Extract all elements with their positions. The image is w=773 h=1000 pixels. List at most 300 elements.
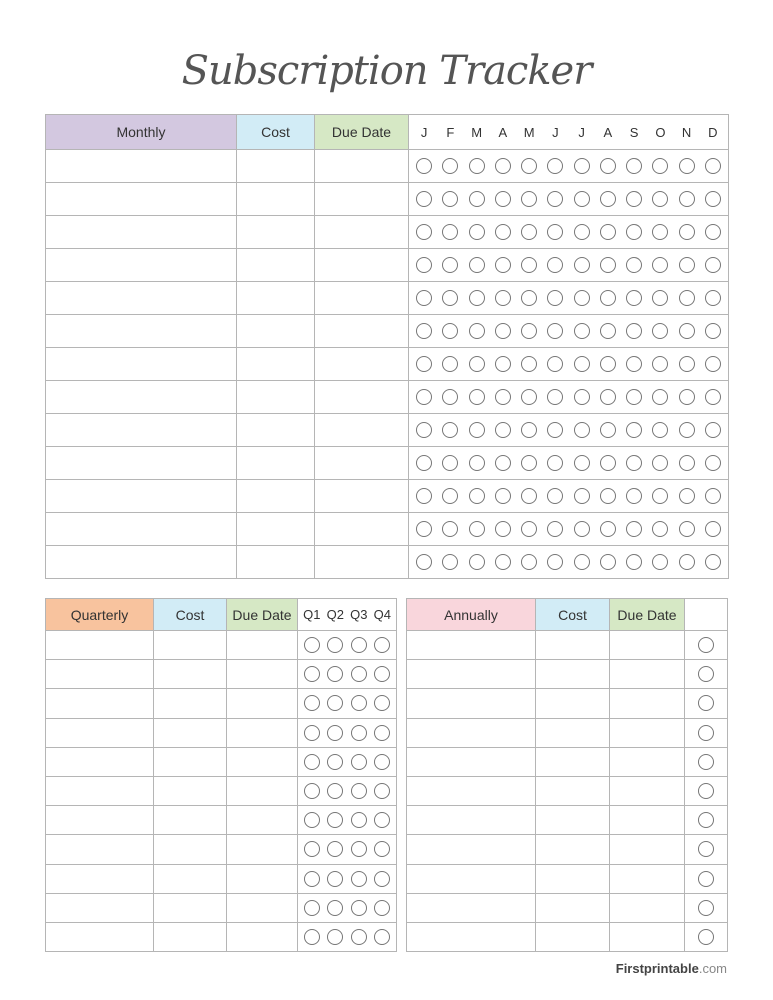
quarterly-paid-checkbox[interactable]: [374, 754, 390, 770]
annual-name-cell[interactable]: [407, 864, 536, 893]
annual-cost-cell[interactable]: [536, 747, 610, 776]
annual-cost-cell[interactable]: [536, 806, 610, 835]
monthly-paid-checkbox[interactable]: [521, 455, 537, 471]
monthly-paid-checkbox[interactable]: [705, 323, 721, 339]
monthly-paid-checkbox[interactable]: [705, 257, 721, 273]
quarterly-name-cell[interactable]: [46, 718, 154, 747]
monthly-paid-checkbox[interactable]: [495, 290, 511, 306]
monthly-name-cell[interactable]: [46, 480, 237, 513]
quarterly-paid-checkbox[interactable]: [351, 666, 367, 682]
monthly-due-date-cell[interactable]: [315, 282, 409, 315]
monthly-paid-checkbox[interactable]: [600, 224, 616, 240]
annual-cost-cell[interactable]: [536, 864, 610, 893]
monthly-paid-checkbox[interactable]: [416, 158, 432, 174]
quarterly-paid-checkbox[interactable]: [327, 695, 343, 711]
annual-paid-checkbox[interactable]: [698, 754, 714, 770]
quarterly-name-cell[interactable]: [46, 747, 154, 776]
monthly-paid-checkbox[interactable]: [416, 422, 432, 438]
monthly-paid-checkbox[interactable]: [626, 389, 642, 405]
quarterly-paid-checkbox[interactable]: [327, 841, 343, 857]
quarterly-due-date-cell[interactable]: [227, 660, 298, 689]
monthly-cost-cell[interactable]: [237, 249, 315, 282]
monthly-paid-checkbox[interactable]: [574, 389, 590, 405]
monthly-paid-checkbox[interactable]: [574, 191, 590, 207]
annual-paid-checkbox[interactable]: [698, 812, 714, 828]
monthly-paid-checkbox[interactable]: [416, 290, 432, 306]
quarterly-paid-checkbox[interactable]: [304, 695, 320, 711]
monthly-paid-checkbox[interactable]: [652, 323, 668, 339]
annual-name-cell[interactable]: [407, 806, 536, 835]
annual-paid-checkbox[interactable]: [698, 900, 714, 916]
monthly-paid-checkbox[interactable]: [416, 488, 432, 504]
monthly-name-cell[interactable]: [46, 513, 237, 546]
monthly-paid-checkbox[interactable]: [469, 389, 485, 405]
quarterly-paid-checkbox[interactable]: [374, 783, 390, 799]
monthly-paid-checkbox[interactable]: [547, 224, 563, 240]
quarterly-cost-cell[interactable]: [154, 835, 227, 864]
monthly-paid-checkbox[interactable]: [469, 191, 485, 207]
monthly-paid-checkbox[interactable]: [626, 290, 642, 306]
quarterly-paid-checkbox[interactable]: [374, 871, 390, 887]
monthly-paid-checkbox[interactable]: [705, 521, 721, 537]
monthly-paid-checkbox[interactable]: [626, 455, 642, 471]
annual-cost-cell[interactable]: [536, 718, 610, 747]
monthly-paid-checkbox[interactable]: [600, 290, 616, 306]
monthly-paid-checkbox[interactable]: [442, 356, 458, 372]
monthly-paid-checkbox[interactable]: [626, 554, 642, 570]
annual-due-date-cell[interactable]: [610, 922, 685, 951]
monthly-paid-checkbox[interactable]: [547, 158, 563, 174]
monthly-paid-checkbox[interactable]: [652, 356, 668, 372]
monthly-paid-checkbox[interactable]: [705, 224, 721, 240]
annual-due-date-cell[interactable]: [610, 660, 685, 689]
annual-cost-cell[interactable]: [536, 631, 610, 660]
monthly-paid-checkbox[interactable]: [574, 455, 590, 471]
annual-paid-checkbox[interactable]: [698, 637, 714, 653]
monthly-due-date-cell[interactable]: [315, 414, 409, 447]
monthly-paid-checkbox[interactable]: [600, 521, 616, 537]
monthly-name-cell[interactable]: [46, 546, 237, 579]
monthly-paid-checkbox[interactable]: [626, 356, 642, 372]
annual-name-cell[interactable]: [407, 631, 536, 660]
monthly-paid-checkbox[interactable]: [626, 323, 642, 339]
annual-name-cell[interactable]: [407, 689, 536, 718]
monthly-paid-checkbox[interactable]: [679, 323, 695, 339]
monthly-paid-checkbox[interactable]: [626, 158, 642, 174]
monthly-paid-checkbox[interactable]: [705, 158, 721, 174]
monthly-paid-checkbox[interactable]: [652, 224, 668, 240]
monthly-paid-checkbox[interactable]: [442, 191, 458, 207]
quarterly-name-cell[interactable]: [46, 893, 154, 922]
monthly-paid-checkbox[interactable]: [679, 488, 695, 504]
monthly-paid-checkbox[interactable]: [705, 191, 721, 207]
quarterly-paid-checkbox[interactable]: [374, 812, 390, 828]
annual-due-date-cell[interactable]: [610, 689, 685, 718]
annual-due-date-cell[interactable]: [610, 747, 685, 776]
monthly-paid-checkbox[interactable]: [652, 191, 668, 207]
quarterly-paid-checkbox[interactable]: [327, 637, 343, 653]
monthly-paid-checkbox[interactable]: [442, 455, 458, 471]
monthly-paid-checkbox[interactable]: [442, 290, 458, 306]
quarterly-paid-checkbox[interactable]: [374, 929, 390, 945]
monthly-paid-checkbox[interactable]: [469, 257, 485, 273]
monthly-paid-checkbox[interactable]: [495, 389, 511, 405]
quarterly-name-cell[interactable]: [46, 776, 154, 805]
annual-cost-cell[interactable]: [536, 922, 610, 951]
monthly-paid-checkbox[interactable]: [495, 455, 511, 471]
monthly-paid-checkbox[interactable]: [495, 224, 511, 240]
monthly-paid-checkbox[interactable]: [442, 521, 458, 537]
quarterly-cost-cell[interactable]: [154, 631, 227, 660]
monthly-cost-cell[interactable]: [237, 480, 315, 513]
quarterly-due-date-cell[interactable]: [227, 631, 298, 660]
annual-name-cell[interactable]: [407, 776, 536, 805]
annual-name-cell[interactable]: [407, 893, 536, 922]
monthly-name-cell[interactable]: [46, 348, 237, 381]
monthly-paid-checkbox[interactable]: [495, 257, 511, 273]
quarterly-paid-checkbox[interactable]: [327, 929, 343, 945]
monthly-paid-checkbox[interactable]: [495, 158, 511, 174]
annual-due-date-cell[interactable]: [610, 806, 685, 835]
monthly-due-date-cell[interactable]: [315, 513, 409, 546]
monthly-paid-checkbox[interactable]: [521, 422, 537, 438]
monthly-paid-checkbox[interactable]: [442, 488, 458, 504]
annual-cost-cell[interactable]: [536, 776, 610, 805]
monthly-due-date-cell[interactable]: [315, 150, 409, 183]
monthly-paid-checkbox[interactable]: [705, 455, 721, 471]
quarterly-paid-checkbox[interactable]: [327, 725, 343, 741]
monthly-paid-checkbox[interactable]: [574, 290, 590, 306]
quarterly-paid-checkbox[interactable]: [327, 754, 343, 770]
monthly-name-cell[interactable]: [46, 381, 237, 414]
monthly-paid-checkbox[interactable]: [416, 191, 432, 207]
monthly-paid-checkbox[interactable]: [574, 554, 590, 570]
monthly-paid-checkbox[interactable]: [469, 158, 485, 174]
monthly-paid-checkbox[interactable]: [679, 257, 695, 273]
quarterly-paid-checkbox[interactable]: [351, 900, 367, 916]
quarterly-cost-cell[interactable]: [154, 660, 227, 689]
quarterly-cost-cell[interactable]: [154, 806, 227, 835]
monthly-paid-checkbox[interactable]: [547, 356, 563, 372]
quarterly-name-cell[interactable]: [46, 835, 154, 864]
quarterly-due-date-cell[interactable]: [227, 806, 298, 835]
monthly-paid-checkbox[interactable]: [626, 224, 642, 240]
monthly-paid-checkbox[interactable]: [547, 554, 563, 570]
monthly-paid-checkbox[interactable]: [547, 521, 563, 537]
quarterly-paid-checkbox[interactable]: [351, 695, 367, 711]
quarterly-name-cell[interactable]: [46, 806, 154, 835]
annual-name-cell[interactable]: [407, 922, 536, 951]
monthly-due-date-cell[interactable]: [315, 348, 409, 381]
monthly-paid-checkbox[interactable]: [574, 488, 590, 504]
monthly-paid-checkbox[interactable]: [679, 356, 695, 372]
monthly-paid-checkbox[interactable]: [626, 521, 642, 537]
annual-cost-cell[interactable]: [536, 660, 610, 689]
monthly-paid-checkbox[interactable]: [600, 389, 616, 405]
monthly-paid-checkbox[interactable]: [547, 422, 563, 438]
quarterly-due-date-cell[interactable]: [227, 776, 298, 805]
quarterly-name-cell[interactable]: [46, 660, 154, 689]
monthly-cost-cell[interactable]: [237, 348, 315, 381]
annual-name-cell[interactable]: [407, 718, 536, 747]
quarterly-cost-cell[interactable]: [154, 689, 227, 718]
monthly-paid-checkbox[interactable]: [574, 224, 590, 240]
monthly-paid-checkbox[interactable]: [495, 356, 511, 372]
monthly-paid-checkbox[interactable]: [574, 422, 590, 438]
quarterly-cost-cell[interactable]: [154, 747, 227, 776]
quarterly-paid-checkbox[interactable]: [304, 841, 320, 857]
monthly-paid-checkbox[interactable]: [574, 323, 590, 339]
quarterly-paid-checkbox[interactable]: [374, 695, 390, 711]
quarterly-paid-checkbox[interactable]: [327, 783, 343, 799]
monthly-paid-checkbox[interactable]: [679, 158, 695, 174]
quarterly-cost-cell[interactable]: [154, 922, 227, 951]
quarterly-name-cell[interactable]: [46, 864, 154, 893]
quarterly-name-cell[interactable]: [46, 922, 154, 951]
monthly-due-date-cell[interactable]: [315, 315, 409, 348]
monthly-due-date-cell[interactable]: [315, 381, 409, 414]
monthly-paid-checkbox[interactable]: [416, 224, 432, 240]
annual-name-cell[interactable]: [407, 660, 536, 689]
quarterly-due-date-cell[interactable]: [227, 893, 298, 922]
monthly-paid-checkbox[interactable]: [442, 323, 458, 339]
monthly-paid-checkbox[interactable]: [416, 356, 432, 372]
monthly-paid-checkbox[interactable]: [626, 191, 642, 207]
quarterly-paid-checkbox[interactable]: [351, 783, 367, 799]
monthly-paid-checkbox[interactable]: [600, 356, 616, 372]
monthly-name-cell[interactable]: [46, 414, 237, 447]
monthly-due-date-cell[interactable]: [315, 249, 409, 282]
monthly-paid-checkbox[interactable]: [521, 521, 537, 537]
monthly-paid-checkbox[interactable]: [521, 290, 537, 306]
monthly-paid-checkbox[interactable]: [652, 554, 668, 570]
monthly-paid-checkbox[interactable]: [652, 422, 668, 438]
quarterly-paid-checkbox[interactable]: [304, 725, 320, 741]
quarterly-paid-checkbox[interactable]: [374, 637, 390, 653]
quarterly-paid-checkbox[interactable]: [374, 725, 390, 741]
quarterly-due-date-cell[interactable]: [227, 747, 298, 776]
monthly-paid-checkbox[interactable]: [495, 521, 511, 537]
monthly-cost-cell[interactable]: [237, 513, 315, 546]
monthly-paid-checkbox[interactable]: [442, 257, 458, 273]
annual-paid-checkbox[interactable]: [698, 929, 714, 945]
monthly-paid-checkbox[interactable]: [416, 455, 432, 471]
monthly-paid-checkbox[interactable]: [705, 389, 721, 405]
monthly-paid-checkbox[interactable]: [521, 488, 537, 504]
monthly-paid-checkbox[interactable]: [547, 389, 563, 405]
quarterly-cost-cell[interactable]: [154, 893, 227, 922]
monthly-paid-checkbox[interactable]: [679, 422, 695, 438]
monthly-paid-checkbox[interactable]: [469, 554, 485, 570]
quarterly-paid-checkbox[interactable]: [374, 900, 390, 916]
monthly-paid-checkbox[interactable]: [442, 389, 458, 405]
monthly-name-cell[interactable]: [46, 315, 237, 348]
quarterly-paid-checkbox[interactable]: [304, 783, 320, 799]
monthly-paid-checkbox[interactable]: [679, 191, 695, 207]
annual-paid-checkbox[interactable]: [698, 783, 714, 799]
monthly-name-cell[interactable]: [46, 447, 237, 480]
quarterly-name-cell[interactable]: [46, 689, 154, 718]
monthly-paid-checkbox[interactable]: [679, 389, 695, 405]
monthly-paid-checkbox[interactable]: [442, 422, 458, 438]
quarterly-due-date-cell[interactable]: [227, 689, 298, 718]
monthly-paid-checkbox[interactable]: [469, 323, 485, 339]
quarterly-paid-checkbox[interactable]: [351, 871, 367, 887]
monthly-paid-checkbox[interactable]: [679, 554, 695, 570]
monthly-paid-checkbox[interactable]: [469, 488, 485, 504]
monthly-paid-checkbox[interactable]: [469, 290, 485, 306]
quarterly-due-date-cell[interactable]: [227, 835, 298, 864]
monthly-paid-checkbox[interactable]: [600, 191, 616, 207]
annual-due-date-cell[interactable]: [610, 893, 685, 922]
monthly-paid-checkbox[interactable]: [547, 455, 563, 471]
quarterly-paid-checkbox[interactable]: [351, 841, 367, 857]
monthly-paid-checkbox[interactable]: [442, 158, 458, 174]
quarterly-paid-checkbox[interactable]: [351, 812, 367, 828]
annual-due-date-cell[interactable]: [610, 835, 685, 864]
monthly-paid-checkbox[interactable]: [679, 521, 695, 537]
monthly-paid-checkbox[interactable]: [600, 257, 616, 273]
quarterly-paid-checkbox[interactable]: [304, 900, 320, 916]
monthly-paid-checkbox[interactable]: [521, 191, 537, 207]
monthly-paid-checkbox[interactable]: [652, 290, 668, 306]
monthly-paid-checkbox[interactable]: [626, 422, 642, 438]
monthly-paid-checkbox[interactable]: [521, 257, 537, 273]
quarterly-paid-checkbox[interactable]: [304, 637, 320, 653]
annual-due-date-cell[interactable]: [610, 864, 685, 893]
monthly-cost-cell[interactable]: [237, 315, 315, 348]
quarterly-name-cell[interactable]: [46, 631, 154, 660]
quarterly-paid-checkbox[interactable]: [374, 841, 390, 857]
annual-paid-checkbox[interactable]: [698, 841, 714, 857]
monthly-paid-checkbox[interactable]: [547, 488, 563, 504]
quarterly-paid-checkbox[interactable]: [327, 666, 343, 682]
monthly-due-date-cell[interactable]: [315, 216, 409, 249]
monthly-due-date-cell[interactable]: [315, 546, 409, 579]
annual-paid-checkbox[interactable]: [698, 695, 714, 711]
monthly-paid-checkbox[interactable]: [547, 290, 563, 306]
quarterly-cost-cell[interactable]: [154, 776, 227, 805]
monthly-cost-cell[interactable]: [237, 216, 315, 249]
quarterly-paid-checkbox[interactable]: [304, 666, 320, 682]
monthly-paid-checkbox[interactable]: [652, 257, 668, 273]
monthly-paid-checkbox[interactable]: [705, 422, 721, 438]
quarterly-paid-checkbox[interactable]: [351, 929, 367, 945]
monthly-paid-checkbox[interactable]: [416, 389, 432, 405]
monthly-paid-checkbox[interactable]: [600, 554, 616, 570]
monthly-paid-checkbox[interactable]: [600, 323, 616, 339]
monthly-paid-checkbox[interactable]: [416, 257, 432, 273]
monthly-paid-checkbox[interactable]: [652, 455, 668, 471]
monthly-paid-checkbox[interactable]: [705, 554, 721, 570]
quarterly-due-date-cell[interactable]: [227, 864, 298, 893]
quarterly-paid-checkbox[interactable]: [327, 900, 343, 916]
monthly-paid-checkbox[interactable]: [652, 488, 668, 504]
monthly-name-cell[interactable]: [46, 249, 237, 282]
quarterly-paid-checkbox[interactable]: [327, 812, 343, 828]
quarterly-paid-checkbox[interactable]: [327, 871, 343, 887]
monthly-due-date-cell[interactable]: [315, 183, 409, 216]
monthly-paid-checkbox[interactable]: [679, 290, 695, 306]
monthly-cost-cell[interactable]: [237, 447, 315, 480]
monthly-due-date-cell[interactable]: [315, 447, 409, 480]
quarterly-paid-checkbox[interactable]: [351, 754, 367, 770]
monthly-paid-checkbox[interactable]: [600, 422, 616, 438]
monthly-paid-checkbox[interactable]: [416, 554, 432, 570]
annual-cost-cell[interactable]: [536, 893, 610, 922]
monthly-paid-checkbox[interactable]: [521, 554, 537, 570]
quarterly-paid-checkbox[interactable]: [304, 754, 320, 770]
annual-cost-cell[interactable]: [536, 835, 610, 864]
monthly-paid-checkbox[interactable]: [626, 488, 642, 504]
monthly-paid-checkbox[interactable]: [469, 521, 485, 537]
monthly-cost-cell[interactable]: [237, 381, 315, 414]
annual-name-cell[interactable]: [407, 835, 536, 864]
monthly-name-cell[interactable]: [46, 183, 237, 216]
monthly-paid-checkbox[interactable]: [652, 158, 668, 174]
monthly-paid-checkbox[interactable]: [495, 422, 511, 438]
monthly-paid-checkbox[interactable]: [679, 224, 695, 240]
annual-due-date-cell[interactable]: [610, 718, 685, 747]
monthly-paid-checkbox[interactable]: [679, 455, 695, 471]
monthly-cost-cell[interactable]: [237, 414, 315, 447]
monthly-paid-checkbox[interactable]: [495, 323, 511, 339]
monthly-paid-checkbox[interactable]: [495, 191, 511, 207]
monthly-paid-checkbox[interactable]: [495, 554, 511, 570]
annual-due-date-cell[interactable]: [610, 631, 685, 660]
monthly-paid-checkbox[interactable]: [469, 224, 485, 240]
monthly-paid-checkbox[interactable]: [442, 554, 458, 570]
monthly-paid-checkbox[interactable]: [652, 389, 668, 405]
monthly-paid-checkbox[interactable]: [521, 323, 537, 339]
monthly-paid-checkbox[interactable]: [416, 521, 432, 537]
quarterly-due-date-cell[interactable]: [227, 718, 298, 747]
monthly-paid-checkbox[interactable]: [705, 290, 721, 306]
monthly-paid-checkbox[interactable]: [574, 356, 590, 372]
monthly-paid-checkbox[interactable]: [600, 455, 616, 471]
annual-paid-checkbox[interactable]: [698, 871, 714, 887]
monthly-paid-checkbox[interactable]: [469, 455, 485, 471]
annual-paid-checkbox[interactable]: [698, 725, 714, 741]
annual-due-date-cell[interactable]: [610, 776, 685, 805]
monthly-paid-checkbox[interactable]: [705, 356, 721, 372]
quarterly-due-date-cell[interactable]: [227, 922, 298, 951]
monthly-paid-checkbox[interactable]: [521, 158, 537, 174]
monthly-paid-checkbox[interactable]: [521, 224, 537, 240]
quarterly-cost-cell[interactable]: [154, 864, 227, 893]
quarterly-paid-checkbox[interactable]: [304, 929, 320, 945]
monthly-paid-checkbox[interactable]: [652, 521, 668, 537]
monthly-paid-checkbox[interactable]: [600, 488, 616, 504]
monthly-paid-checkbox[interactable]: [705, 488, 721, 504]
monthly-paid-checkbox[interactable]: [547, 323, 563, 339]
monthly-cost-cell[interactable]: [237, 282, 315, 315]
monthly-paid-checkbox[interactable]: [495, 488, 511, 504]
monthly-paid-checkbox[interactable]: [442, 224, 458, 240]
monthly-cost-cell[interactable]: [237, 183, 315, 216]
monthly-due-date-cell[interactable]: [315, 480, 409, 513]
monthly-paid-checkbox[interactable]: [547, 191, 563, 207]
monthly-paid-checkbox[interactable]: [521, 389, 537, 405]
quarterly-paid-checkbox[interactable]: [374, 666, 390, 682]
monthly-paid-checkbox[interactable]: [600, 158, 616, 174]
monthly-cost-cell[interactable]: [237, 150, 315, 183]
quarterly-paid-checkbox[interactable]: [304, 871, 320, 887]
monthly-paid-checkbox[interactable]: [521, 356, 537, 372]
quarterly-paid-checkbox[interactable]: [351, 637, 367, 653]
monthly-paid-checkbox[interactable]: [574, 158, 590, 174]
monthly-paid-checkbox[interactable]: [416, 323, 432, 339]
